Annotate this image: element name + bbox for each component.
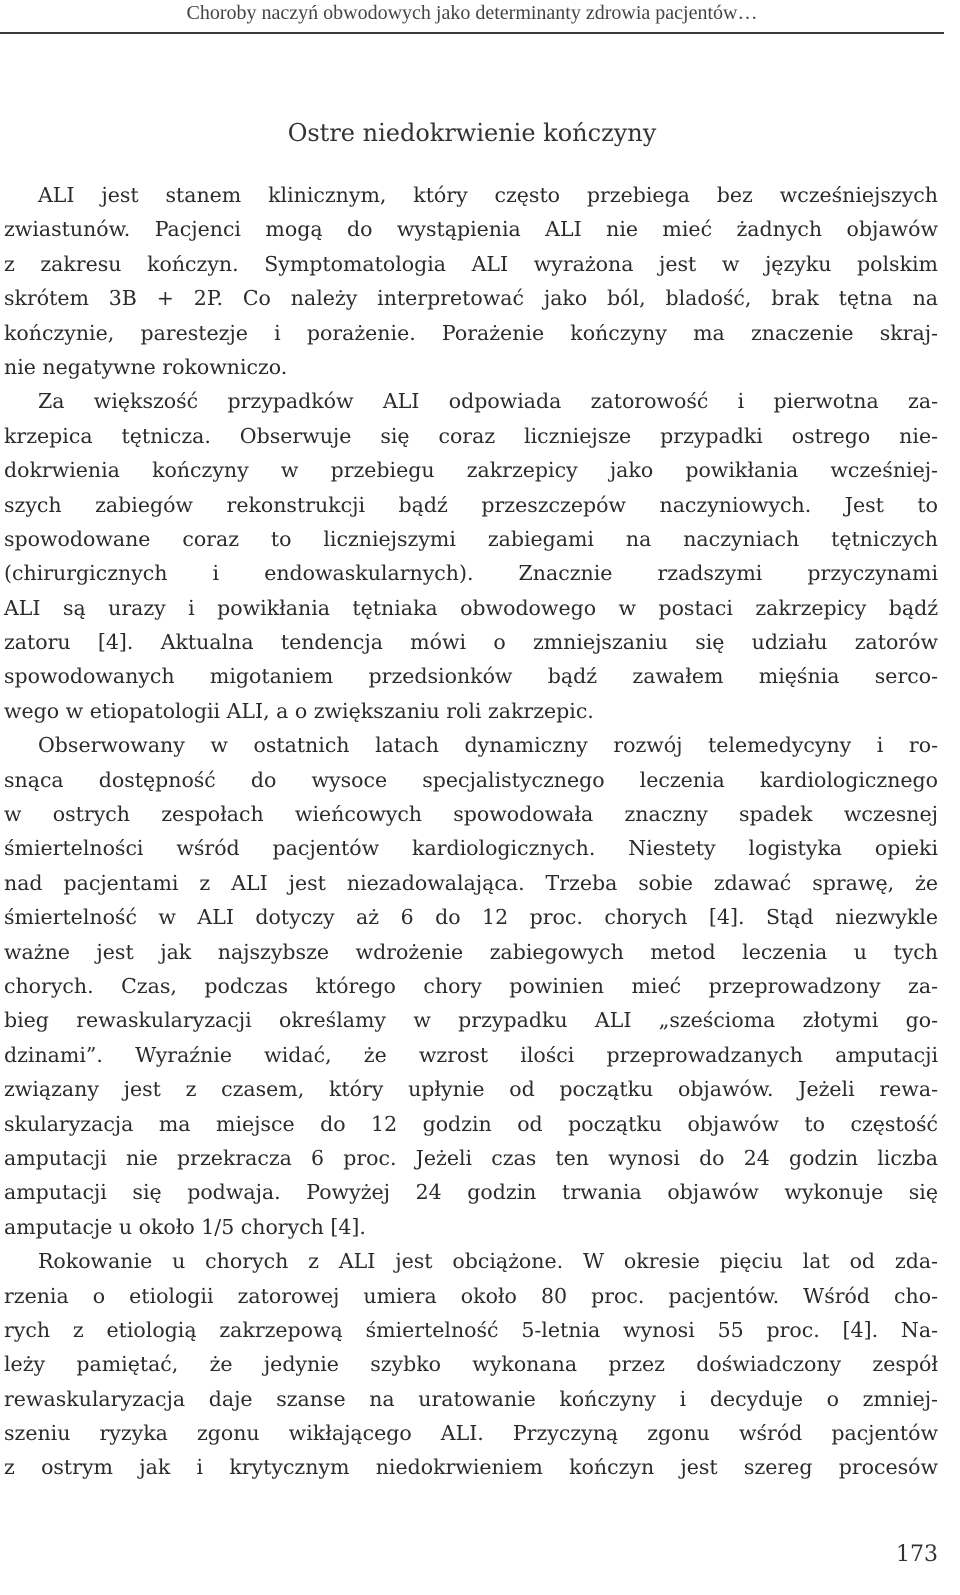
- paragraph-line: amputacji się podwaja. Powyżej 24 godzin trwania objawów wykonuje się: [4, 1180, 938, 1205]
- paragraph-line: śmiertelność w ALI dotyczy aż 6 do 12 proc. chorych [4]. Stąd niezwykle: [4, 905, 938, 930]
- paragraph-line: skularyzacja ma miejsce do 12 godzin od początku objawów to częstość: [4, 1111, 938, 1136]
- running-header-title: Choroby naczyń obwodowych jako determinanty zdrowia pacjentów…: [186, 2, 758, 24]
- paragraph-line: Obserwowany w ostatnich latach dynamiczny rozwój telemedycyny i ro-: [38, 733, 938, 758]
- paragraph-line: rewaskularyzacja daje szanse na uratowanie kończyny i decyduje o zmniej-: [4, 1386, 938, 1411]
- paragraph-line: wego w etiopatologii ALI, a o zwiększaniu roli zakrzepic.: [4, 698, 594, 723]
- page-number: 173: [896, 1542, 938, 1567]
- paragraph-line: ALI są urazy i powikłania tętniaka obwodowego w postaci zakrzepicy bądź: [4, 595, 938, 620]
- paragraph-line: dzinami”. Wyraźnie widać, że wzrost ilości przeprowadzanych amputacji: [4, 1042, 938, 1067]
- paragraph-line: szych zabiegów rekonstrukcji bądź przeszczepów naczyniowych. Jest to: [4, 492, 938, 517]
- paragraph-line: zwiastunów. Pacjenci mogą do wystąpienia ALI nie mieć żadnych objawów: [4, 217, 938, 242]
- paragraph-line: amputacji nie przekracza 6 proc. Jeżeli czas ten wynosi do 24 godzin liczba: [4, 1145, 938, 1170]
- paragraph-line: związany jest z czasem, który upłynie od początku objawów. Jeżeli rewa-: [4, 1077, 938, 1102]
- paragraph: [4, 1244, 938, 1485]
- paragraph-line: nie negatywne rokowniczo.: [4, 354, 288, 379]
- paragraph-line: chorych. Czas, podczas którego chory powinien mieć przeprowadzony za-: [4, 973, 938, 998]
- paragraph: [4, 384, 938, 728]
- paragraph: [4, 728, 938, 1244]
- paragraph-line: skrótem 3B + 2P. Co należy interpretować jako ból, bladość, brak tętna na: [4, 286, 938, 311]
- paragraph-line: dokrwienia kończyny w przebiegu zakrzepicy jako powikłania wcześniej-: [4, 458, 938, 483]
- paragraph-line: z zakresu kończyn. Symptomatologia ALI wyrażona jest w języku polskim: [4, 251, 938, 276]
- paragraph-line: krzepica tętnicza. Obserwuje się coraz liczniejsze przypadki ostrego nie-: [4, 423, 938, 448]
- paragraph-line: Za większość przypadków ALI odpowiada zatorowość i pierwotna za-: [38, 389, 938, 414]
- paragraph: [4, 178, 938, 384]
- paragraph-line: snąca dostępność do wysoce specjalistycznego leczenia kardiologicznego: [4, 767, 938, 792]
- paragraph-line: w ostrych zespołach wieńcowych spowodowała znaczny spadek wczesnej: [4, 802, 938, 827]
- paragraph-line: rzenia o etiologii zatorowej umiera około 80 proc. pacjentów. Wśród cho-: [4, 1283, 938, 1308]
- paragraph-line: bieg rewaskularyzacji określamy w przypadku ALI „sześcioma złotymi go-: [4, 1008, 938, 1033]
- paragraph-line: szeniu ryzyka zgonu wikłającego ALI. Przyczyną zgonu wśród pacjentów: [4, 1421, 938, 1446]
- body-text: [4, 178, 938, 1485]
- paragraph-line: nad pacjentami z ALI jest niezadowalająca. Trzeba sobie zdawać sprawę, że: [4, 870, 938, 895]
- paragraph-line: spowodowane coraz to liczniejszymi zabiegami na naczyniach tętniczych: [4, 526, 938, 551]
- paragraph-line: spowodowanych migotaniem przedsionków bądź zawałem mięśnia serco-: [4, 664, 938, 689]
- paragraph-line: (chirurgicznych i endowaskularnych). Znacznie rzadszymi przyczynami: [4, 561, 938, 586]
- paragraph-line: ważne jest jak najszybsze wdrożenie zabiegowych metod leczenia u tych: [4, 939, 938, 964]
- paragraph-line: leży pamiętać, że jedynie szybko wykonana przez doświadczony zespół: [4, 1352, 938, 1377]
- paragraph-line: z ostrym jak i krytycznym niedokrwieniem kończyn jest szereg procesów: [4, 1455, 938, 1480]
- paragraph-line: śmiertelności wśród pacjentów kardiologicznych. Niestety logistyka opieki: [4, 836, 938, 861]
- paragraph-line: Rokowanie u chorych z ALI jest obciążone. W okresie pięciu lat od zda-: [38, 1249, 938, 1274]
- paragraph-line: zatoru [4]. Aktualna tendencja mówi o zmniejszaniu się udziału zatorów: [4, 630, 938, 655]
- paragraph-line: rych z etiologią zakrzepową śmiertelność 5-letnia wynosi 55 proc. [4]. Na-: [4, 1317, 938, 1342]
- paragraph-line: ALI jest stanem klinicznym, który często przebiega bez wcześniejszych: [38, 183, 938, 207]
- section-title: Ostre niedokrwienie kończyny: [287, 119, 657, 147]
- paragraph-line: kończynie, parestezje i porażenie. Porażenie kończyny ma znaczenie skraj-: [4, 320, 938, 345]
- running-header: [0, 0, 944, 34]
- paragraph-line: amputacje u około 1/5 chorych [4].: [4, 1214, 366, 1239]
